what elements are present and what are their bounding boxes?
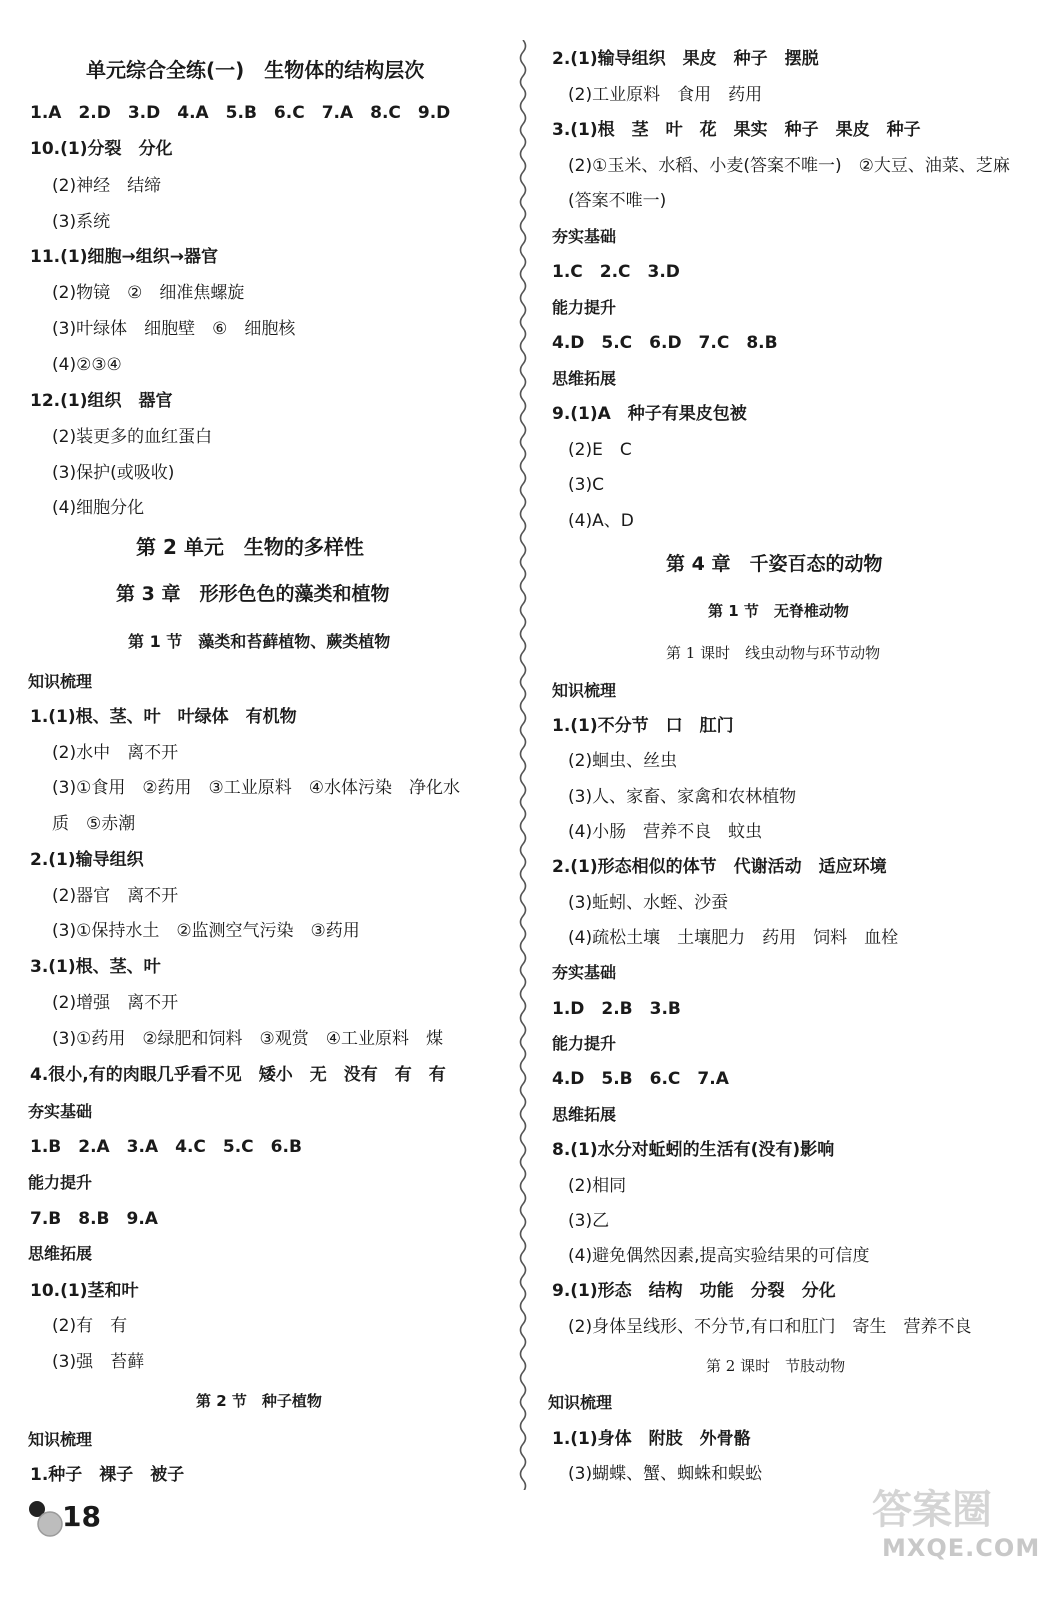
answer-line: 3.(1)根、茎、叶: [30, 957, 161, 977]
page-number: 18: [62, 1500, 101, 1533]
answer-line: 1.(1)身体 附肢 外骨骼: [552, 1429, 751, 1449]
page-corner-icon: [28, 1498, 64, 1538]
answer-line: 8.(1)水分对蚯蚓的生活有(没有)影响: [552, 1140, 835, 1160]
answer-line: (4)A、D: [568, 511, 634, 531]
answer-line: 4.D 5.B 6.C 7.A: [552, 1069, 729, 1089]
section-heading: 第 1 节 藻类和苔藓植物、蕨类植物: [128, 632, 391, 651]
answer-line: (4)②③④: [52, 355, 122, 375]
answer-line: 11.(1)细胞→组织→器官: [30, 247, 218, 267]
watermark-text: MXQE.COM: [882, 1534, 1041, 1562]
subsection-label: 能力提升: [552, 1034, 617, 1053]
answer-line: 10.(1)茎和叶: [30, 1281, 139, 1301]
answer-line: 4.D 5.C 6.D 7.C 8.B: [552, 333, 778, 353]
answer-line: 7.B 8.B 9.A: [30, 1209, 158, 1229]
answer-line: 1.D 2.B 3.B: [552, 999, 681, 1019]
answer-line: (3)①药用 ②绿肥和饲料 ③观赏 ④工业原料 煤: [52, 1029, 444, 1049]
subsection-label: 思维拓展: [552, 1105, 617, 1124]
unit-review-title: 单元综合全练(一) 生物体的结构层次: [86, 58, 425, 82]
subsection-label: 夯实基础: [28, 1102, 93, 1121]
answer-line: 9.(1)形态 结构 功能 分裂 分化: [552, 1281, 836, 1301]
unit-heading: 第 2 单元 生物的多样性: [136, 535, 364, 559]
wavy-column-divider: [512, 40, 534, 1490]
answer-line: (2)①玉米、水稻、小麦(答案不唯一) ②大豆、油菜、芝麻: [568, 156, 1010, 176]
answer-line: 2.(1)输导组织 果皮 种子 摆脱: [552, 49, 819, 69]
answer-line: (2)器官 离不开: [52, 886, 179, 906]
answer-line: 3.(1)根 茎 叶 花 果实 种子 果皮 种子: [552, 120, 921, 140]
subsection-label: 知识梳理: [28, 1430, 93, 1449]
section-heading: 第 1 节 无脊椎动物: [708, 602, 849, 620]
answer-line: (3)蝴蝶、蟹、蜘蛛和蜈蚣: [568, 1464, 763, 1484]
subsection-label: 能力提升: [28, 1173, 93, 1192]
subsection-label: 夯实基础: [552, 227, 617, 246]
section-heading: 第 2 节 种子植物: [196, 1392, 322, 1410]
answer-line: 1.C 2.C 3.D: [552, 262, 680, 282]
lesson-heading: 第 2 课时 节肢动物: [706, 1357, 846, 1375]
answer-line: (2)装更多的血红蛋白: [52, 427, 213, 447]
answer-line: (3)乙: [568, 1211, 610, 1231]
answer-line: (3)①食用 ②药用 ③工业原料 ④水体污染 净化水: [52, 778, 461, 798]
answer-line: (2)蛔虫、丝虫: [568, 751, 678, 771]
subsection-label: 知识梳理: [552, 681, 617, 700]
answer-line: (2)神经 结缔: [52, 176, 162, 196]
answer-line: 质 ⑤赤潮: [52, 814, 136, 834]
subsection-label: 思维拓展: [552, 369, 617, 388]
answer-line: 4.很小,有的肉眼几乎看不见 矮小 无 没有 有 有: [30, 1065, 446, 1085]
answer-line: (3)①保持水土 ②监测空气污染 ③药用: [52, 921, 360, 941]
lesson-heading: 第 1 课时 线虫动物与环节动物: [666, 644, 881, 662]
answer-line: (4)避免偶然因素,提高实验结果的可信度: [568, 1246, 870, 1266]
answer-line: (2)水中 离不开: [52, 743, 179, 763]
subsection-label: 能力提升: [552, 298, 617, 317]
answer-line: 2.(1)形态相似的体节 代谢活动 适应环境: [552, 857, 887, 877]
answer-line: 1.A 2.D 3.D 4.A 5.B 6.C 7.A 8.C 9.D: [30, 103, 451, 123]
answer-line: (4)小肠 营养不良 蚊虫: [568, 822, 763, 842]
answer-line: (3)人、家畜、家禽和农林植物: [568, 787, 797, 807]
answer-line: 12.(1)组织 器官: [30, 391, 173, 411]
answer-line: 10.(1)分裂 分化: [30, 139, 173, 159]
answer-line: (3)蚯蚓、水蛭、沙蚕: [568, 893, 729, 913]
answer-line: (3)系统: [52, 212, 111, 232]
answer-line: 2.(1)输导组织: [30, 850, 144, 870]
answer-line: (2)工业原料 食用 药用: [568, 85, 763, 105]
answer-line: (4)疏松土壤 土壤肥力 药用 饲料 血栓: [568, 928, 899, 948]
answer-line: (3)C: [568, 475, 604, 495]
answer-line: (2)相同: [568, 1176, 627, 1196]
answer-line: (2)增强 离不开: [52, 993, 179, 1013]
answer-line: 1.(1)不分节 口 肛门: [552, 716, 734, 736]
subsection-label: 知识梳理: [548, 1393, 613, 1412]
answer-line: 1.种子 裸子 被子: [30, 1465, 185, 1485]
chapter-heading: 第 4 章 千姿百态的动物: [666, 553, 883, 575]
answer-line: (3)叶绿体 细胞壁 ⑥ 细胞核: [52, 319, 296, 339]
answer-line: (4)细胞分化: [52, 498, 145, 518]
answer-line: 1.B 2.A 3.A 4.C 5.C 6.B: [30, 1137, 302, 1157]
subsection-label: 知识梳理: [28, 672, 93, 691]
answer-line: (2)有 有: [52, 1316, 128, 1336]
answer-line: (答案不唯一): [568, 191, 667, 211]
chapter-heading: 第 3 章 形形色色的藻类和植物: [116, 583, 390, 605]
answer-line: (3)保护(或吸收): [52, 463, 175, 483]
answer-line: 1.(1)根、茎、叶 叶绿体 有机物: [30, 707, 297, 727]
subsection-label: 思维拓展: [28, 1244, 93, 1263]
answer-line: (2)物镜 ② 细准焦螺旋: [52, 283, 245, 303]
answer-line: 9.(1)A 种子有果皮包被: [552, 404, 747, 424]
answer-line: (2)身体呈线形、不分节,有口和肛门 寄生 营养不良: [568, 1317, 972, 1337]
answer-line: (2)E C: [568, 440, 632, 460]
watermark-glyphs: 答案圈: [872, 1487, 992, 1533]
answer-line: (3)强 苔藓: [52, 1352, 145, 1372]
subsection-label: 夯实基础: [552, 963, 617, 982]
